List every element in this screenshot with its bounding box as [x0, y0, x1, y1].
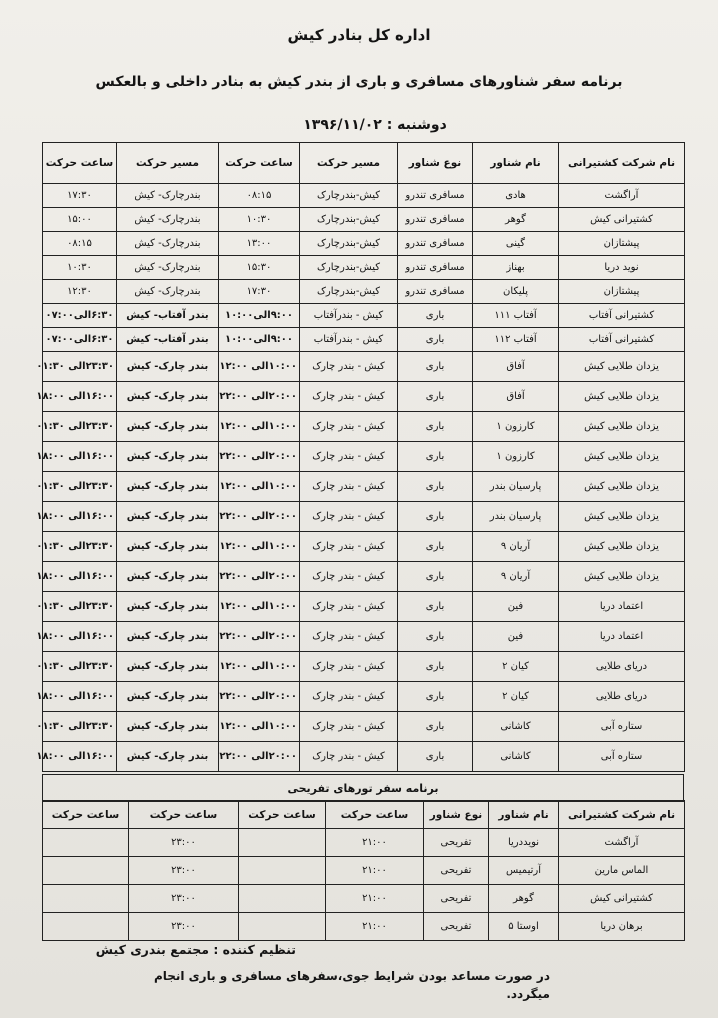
vessel-cell: فین	[473, 592, 559, 622]
time-out-cell: ۱۰:۰۰الی ۱۲:۰۰	[219, 712, 300, 742]
vessel-cell: گوهر	[473, 208, 559, 232]
tour-vessel-cell: گوهر	[489, 885, 559, 913]
vessel-cell: پلیکان	[473, 280, 559, 304]
schedule-row	[43, 622, 685, 652]
type-cell: باری	[398, 352, 473, 382]
company-cell: یزدان طلایی کیش	[559, 502, 685, 532]
type-cell: مسافری تندرو	[398, 256, 473, 280]
route-out-cell: کیش-بندرچارک	[300, 256, 398, 280]
tour-return-cell: ۲۳:۰۰	[129, 829, 239, 857]
route-out-cell: کیش - بندر چارک	[300, 742, 398, 772]
tour-departure-cell: ۲۱:۰۰	[326, 913, 424, 941]
tour-vessel-cell: نویددریا	[489, 829, 559, 857]
schedule-row	[43, 280, 685, 304]
vessel-cell: گینی	[473, 232, 559, 256]
company-cell: آراگشت	[559, 184, 685, 208]
tour-type-cell: تفریحی	[424, 857, 489, 885]
tour-company-cell: الماس مارین	[559, 857, 685, 885]
route-back-cell: بندر چارک- کیش	[117, 652, 219, 682]
vessel-cell: کاشانی	[473, 712, 559, 742]
schedule-row	[43, 412, 685, 442]
type-cell: باری	[398, 532, 473, 562]
tour-table	[42, 800, 685, 941]
tour-empty-cell	[239, 829, 326, 857]
route-out-cell: کیش - بندر چارک	[300, 652, 398, 682]
tour-header-vessel: نام شناور	[489, 801, 559, 829]
route-back-cell: بندر آفتاب- کیش	[117, 328, 219, 352]
route-back-cell: بندر آفتاب- کیش	[117, 304, 219, 328]
document-title: اداره کل بنادر کیش	[287, 26, 431, 44]
tour-header-time-3: ساعت حرکت	[129, 801, 239, 829]
vessel-cell: آریان ۹	[473, 532, 559, 562]
tour-header-time-4: ساعت حرکت	[43, 801, 129, 829]
type-cell: مسافری تندرو	[398, 280, 473, 304]
company-cell: یزدان طلایی کیش	[559, 532, 685, 562]
time-back-cell: ۲۳:۳۰الی ۰۱:۳۰	[43, 592, 117, 622]
route-back-cell: بندر چارک- کیش	[117, 412, 219, 442]
route-back-cell: بندر چارک- کیش	[117, 442, 219, 472]
schedule-row	[43, 502, 685, 532]
company-cell: دریای طلایی	[559, 682, 685, 712]
route-back-cell: بندر چارک- کیش	[117, 712, 219, 742]
schedule-row	[43, 184, 685, 208]
header-company: نام شرکت کشتیرانی	[559, 143, 685, 184]
tour-departure-cell: ۲۱:۰۰	[326, 829, 424, 857]
vessel-cell: کیان ۲	[473, 652, 559, 682]
type-cell: باری	[398, 502, 473, 532]
vessel-cell: بهناز	[473, 256, 559, 280]
company-cell: یزدان طلایی کیش	[559, 382, 685, 412]
tour-header-row	[43, 801, 685, 829]
time-back-cell: ۲۳:۳۰الی ۰۱:۳۰	[43, 532, 117, 562]
company-cell: کشتیرانی آفتاب	[559, 328, 685, 352]
tour-empty-cell	[43, 913, 129, 941]
weather-note: در صورت مساعد بودن شرایط جوی،سفرهای مسافری و باری انجام میگردد.	[153, 969, 550, 1001]
tour-header-time-2: ساعت حرکت	[239, 801, 326, 829]
time-back-cell: ۱۰:۳۰	[43, 256, 117, 280]
route-back-cell: بندرچارک- کیش	[117, 280, 219, 304]
header-type: نوع شناور	[398, 143, 473, 184]
company-cell: اعتماد دریا	[559, 622, 685, 652]
route-back-cell: بندر چارک- کیش	[117, 382, 219, 412]
header-vessel: نام شناور	[473, 143, 559, 184]
route-back-cell: بندر چارک- کیش	[117, 562, 219, 592]
time-out-cell: ۱۰:۰۰الی ۱۲:۰۰	[219, 652, 300, 682]
time-out-cell: ۱۰:۰۰الی ۱۲:۰۰	[219, 352, 300, 382]
route-out-cell: کیش - بندر چارک	[300, 412, 398, 442]
time-out-cell: ۲۰:۰۰الی ۲۲:۰۰	[219, 502, 300, 532]
type-cell: باری	[398, 304, 473, 328]
vessel-cell: کاشانی	[473, 742, 559, 772]
route-back-cell: بندر چارک- کیش	[117, 532, 219, 562]
route-out-cell: کیش-بندرچارک	[300, 280, 398, 304]
tour-departure-cell: ۲۱:۰۰	[326, 885, 424, 913]
vessel-cell: آفاق	[473, 352, 559, 382]
tour-company-cell: آراگشت	[559, 829, 685, 857]
route-back-cell: بندر چارک- کیش	[117, 682, 219, 712]
time-out-cell: ۲۰:۰۰الی ۲۲:۰۰	[219, 442, 300, 472]
route-out-cell: کیش - بندرآفتاب	[300, 328, 398, 352]
time-back-cell: ۱۵:۰۰	[43, 208, 117, 232]
tour-header-time-1: ساعت حرکت	[326, 801, 424, 829]
route-out-cell: کیش - بندر چارک	[300, 442, 398, 472]
company-cell: یزدان طلایی کیش	[559, 472, 685, 502]
time-out-cell: ۲۰:۰۰الی ۲۲:۰۰	[219, 682, 300, 712]
time-back-cell: ۱۷:۳۰	[43, 184, 117, 208]
vessel-cell: پارسیان بندر	[473, 502, 559, 532]
tour-row	[43, 829, 685, 857]
route-out-cell: کیش - بندرآفتاب	[300, 304, 398, 328]
time-out-cell: ۱۰:۳۰	[219, 208, 300, 232]
time-back-cell: ۱۶:۰۰الی ۱۸:۰۰	[43, 742, 117, 772]
company-cell: کشتیرانی آفتاب	[559, 304, 685, 328]
header-time-back: ساعت حرکت	[43, 143, 117, 184]
tour-row	[43, 885, 685, 913]
type-cell: مسافری تندرو	[398, 184, 473, 208]
time-out-cell: ۲۰:۰۰الی ۲۲:۰۰	[219, 742, 300, 772]
schedule-row	[43, 328, 685, 352]
schedule-row	[43, 682, 685, 712]
vessel-cell: پارسیان بندر	[473, 472, 559, 502]
route-back-cell: بندر چارک- کیش	[117, 592, 219, 622]
route-back-cell: بندر چارک- کیش	[117, 352, 219, 382]
time-back-cell: ۲۳:۳۰الی ۰۱:۳۰	[43, 652, 117, 682]
schedule-row	[43, 442, 685, 472]
vessel-cell: آفتاب ۱۱۲	[473, 328, 559, 352]
route-back-cell: بندر چارک- کیش	[117, 472, 219, 502]
time-back-cell: ۶:۳۰الی۰۷:۰۰	[43, 328, 117, 352]
time-out-cell: ۲۰:۰۰الی ۲۲:۰۰	[219, 562, 300, 592]
tour-header-company: نام شرکت کشتیرانی	[559, 801, 685, 829]
company-cell: یزدان طلایی کیش	[559, 352, 685, 382]
route-out-cell: کیش - بندر چارک	[300, 712, 398, 742]
vessel-cell: کارزون ۱	[473, 412, 559, 442]
route-out-cell: کیش-بندرچارک	[300, 208, 398, 232]
time-back-cell: ۲۳:۳۰الی ۰۱:۳۰	[43, 352, 117, 382]
time-out-cell: ۱۰:۰۰الی ۱۲:۰۰	[219, 592, 300, 622]
header-route-back: مسیر حرکت	[117, 143, 219, 184]
tour-row	[43, 857, 685, 885]
schedule-row	[43, 472, 685, 502]
company-cell: اعتماد دریا	[559, 592, 685, 622]
company-cell: پیشتازان	[559, 280, 685, 304]
tour-vessel-cell: اوستا ۵	[489, 913, 559, 941]
route-back-cell: بندرچارک- کیش	[117, 184, 219, 208]
type-cell: مسافری تندرو	[398, 232, 473, 256]
route-out-cell: کیش - بندر چارک	[300, 562, 398, 592]
route-back-cell: بندر چارک- کیش	[117, 502, 219, 532]
type-cell: مسافری تندرو	[398, 208, 473, 232]
company-cell: ستاره آبی	[559, 712, 685, 742]
tour-vessel-cell: آرتیمیس	[489, 857, 559, 885]
company-cell: یزدان طلایی کیش	[559, 562, 685, 592]
route-out-cell: کیش-بندرچارک	[300, 232, 398, 256]
time-out-cell: ۲۰:۰۰الی ۲۲:۰۰	[219, 622, 300, 652]
schedule-row	[43, 712, 685, 742]
type-cell: باری	[398, 742, 473, 772]
type-cell: باری	[398, 682, 473, 712]
time-back-cell: ۱۶:۰۰الی ۱۸:۰۰	[43, 502, 117, 532]
company-cell: کشتیرانی کیش	[559, 208, 685, 232]
vessel-cell: آریان ۹	[473, 562, 559, 592]
type-cell: باری	[398, 412, 473, 442]
vessel-cell: کارزون ۱	[473, 442, 559, 472]
time-back-cell: ۱۶:۰۰الی ۱۸:۰۰	[43, 682, 117, 712]
schedule-row	[43, 592, 685, 622]
company-cell: دریای طلایی	[559, 652, 685, 682]
tour-empty-cell	[43, 829, 129, 857]
time-back-cell: ۱۶:۰۰الی ۱۸:۰۰	[43, 442, 117, 472]
schedule-table	[36, 142, 685, 772]
vessel-cell: آفاق	[473, 382, 559, 412]
header-route-out: مسیر حرکت	[300, 143, 398, 184]
tour-empty-cell	[43, 885, 129, 913]
company-cell: ستاره آبی	[559, 742, 685, 772]
schedule-row	[43, 304, 685, 328]
company-cell: نوید دریا	[559, 256, 685, 280]
route-out-cell: کیش - بندر چارک	[300, 682, 398, 712]
time-out-cell: ۱۷:۳۰	[219, 280, 300, 304]
tour-type-cell: تفریحی	[424, 829, 489, 857]
route-out-cell: کیش - بندر چارک	[300, 532, 398, 562]
time-out-cell: ۹:۰۰الی۱۰:۰۰	[219, 328, 300, 352]
tour-return-cell: ۲۳:۰۰	[129, 913, 239, 941]
tour-return-cell: ۲۳:۰۰	[129, 857, 239, 885]
schedule-row	[43, 562, 685, 592]
tour-type-cell: تفریحی	[424, 913, 489, 941]
tour-empty-cell	[239, 885, 326, 913]
route-out-cell: کیش - بندر چارک	[300, 592, 398, 622]
schedule-row	[43, 352, 685, 382]
vessel-cell: کیان ۲	[473, 682, 559, 712]
tour-return-cell: ۲۳:۰۰	[129, 885, 239, 913]
time-out-cell: ۹:۰۰الی۱۰:۰۰	[219, 304, 300, 328]
type-cell: باری	[398, 622, 473, 652]
schedule-row	[43, 232, 685, 256]
schedule-row	[43, 652, 685, 682]
schedule-header-row	[43, 143, 685, 184]
route-out-cell: کیش - بندر چارک	[300, 352, 398, 382]
time-out-cell: ۰۸:۱۵	[219, 184, 300, 208]
route-out-cell: کیش - بندر چارک	[300, 502, 398, 532]
time-out-cell: ۲۰:۰۰الی ۲۲:۰۰	[219, 382, 300, 412]
time-back-cell: ۶:۳۰الی۰۷:۰۰	[43, 304, 117, 328]
document-subtitle: برنامه سفر شناورهای مسافری و باری از بندر کیش به بنادر داخلی و بالعکس	[95, 74, 623, 90]
time-out-cell: ۱۵:۳۰	[219, 256, 300, 280]
route-back-cell: بندر چارک- کیش	[117, 622, 219, 652]
tour-empty-cell	[239, 913, 326, 941]
type-cell: باری	[398, 442, 473, 472]
tour-section-heading	[42, 774, 684, 802]
vessel-cell: هادی	[473, 184, 559, 208]
time-back-cell: ۱۶:۰۰الی ۱۸:۰۰	[43, 562, 117, 592]
schedule-row	[43, 382, 685, 412]
time-out-cell: ۱۰:۰۰الی ۱۲:۰۰	[219, 532, 300, 562]
organizer-note: تنظیم کننده : مجتمع بندری کیش	[95, 942, 296, 957]
schedule-row	[43, 532, 685, 562]
tour-departure-cell: ۲۱:۰۰	[326, 857, 424, 885]
tour-company-cell: کشتیرانی کیش	[559, 885, 685, 913]
type-cell: باری	[398, 472, 473, 502]
route-back-cell: بندرچارک- کیش	[117, 232, 219, 256]
route-back-cell: بندرچارک- کیش	[117, 256, 219, 280]
type-cell: باری	[398, 562, 473, 592]
time-back-cell: ۲۳:۳۰الی ۰۱:۳۰	[43, 472, 117, 502]
type-cell: باری	[398, 652, 473, 682]
route-back-cell: بندرچارک- کیش	[117, 208, 219, 232]
header-time-out: ساعت حرکت	[219, 143, 300, 184]
time-back-cell: ۲۳:۳۰الی ۰۱:۳۰	[43, 712, 117, 742]
tour-empty-cell	[239, 857, 326, 885]
tour-company-cell: برهان دریا	[559, 913, 685, 941]
schedule-row	[43, 208, 685, 232]
route-out-cell: کیش - بندر چارک	[300, 382, 398, 412]
time-back-cell: ۰۸:۱۵	[43, 232, 117, 256]
route-back-cell: بندر چارک- کیش	[117, 742, 219, 772]
vessel-cell: فین	[473, 622, 559, 652]
time-back-cell: ۱۲:۳۰	[43, 280, 117, 304]
tour-type-cell: تفریحی	[424, 885, 489, 913]
tour-header-type: نوع شناور	[424, 801, 489, 829]
schedule-date: دوشنبه : ۱۳۹۶/۱۱/۰۲	[303, 117, 447, 133]
time-out-cell: ۱۳:۰۰	[219, 232, 300, 256]
type-cell: باری	[398, 382, 473, 412]
company-cell: پیشتازان	[559, 232, 685, 256]
route-out-cell: کیش - بندر چارک	[300, 622, 398, 652]
time-out-cell: ۱۰:۰۰الی ۱۲:۰۰	[219, 472, 300, 502]
schedule-row	[43, 742, 685, 772]
route-out-cell: کیش-بندرچارک	[300, 184, 398, 208]
time-back-cell: ۱۶:۰۰الی ۱۸:۰۰	[43, 382, 117, 412]
company-cell: یزدان طلایی کیش	[559, 412, 685, 442]
time-back-cell: ۱۶:۰۰الی ۱۸:۰۰	[43, 622, 117, 652]
tour-heading-label: برنامه سفر تورهای تفریحی	[43, 775, 684, 802]
time-back-cell: ۲۳:۳۰الی ۰۱:۳۰	[43, 412, 117, 442]
type-cell: باری	[398, 712, 473, 742]
time-out-cell: ۱۰:۰۰الی ۱۲:۰۰	[219, 412, 300, 442]
route-out-cell: کیش - بندر چارک	[300, 472, 398, 502]
vessel-cell: آفتاب ۱۱۱	[473, 304, 559, 328]
type-cell: باری	[398, 328, 473, 352]
schedule-row	[43, 256, 685, 280]
type-cell: باری	[398, 592, 473, 622]
tour-row	[43, 913, 685, 941]
tour-empty-cell	[43, 857, 129, 885]
company-cell: یزدان طلایی کیش	[559, 442, 685, 472]
